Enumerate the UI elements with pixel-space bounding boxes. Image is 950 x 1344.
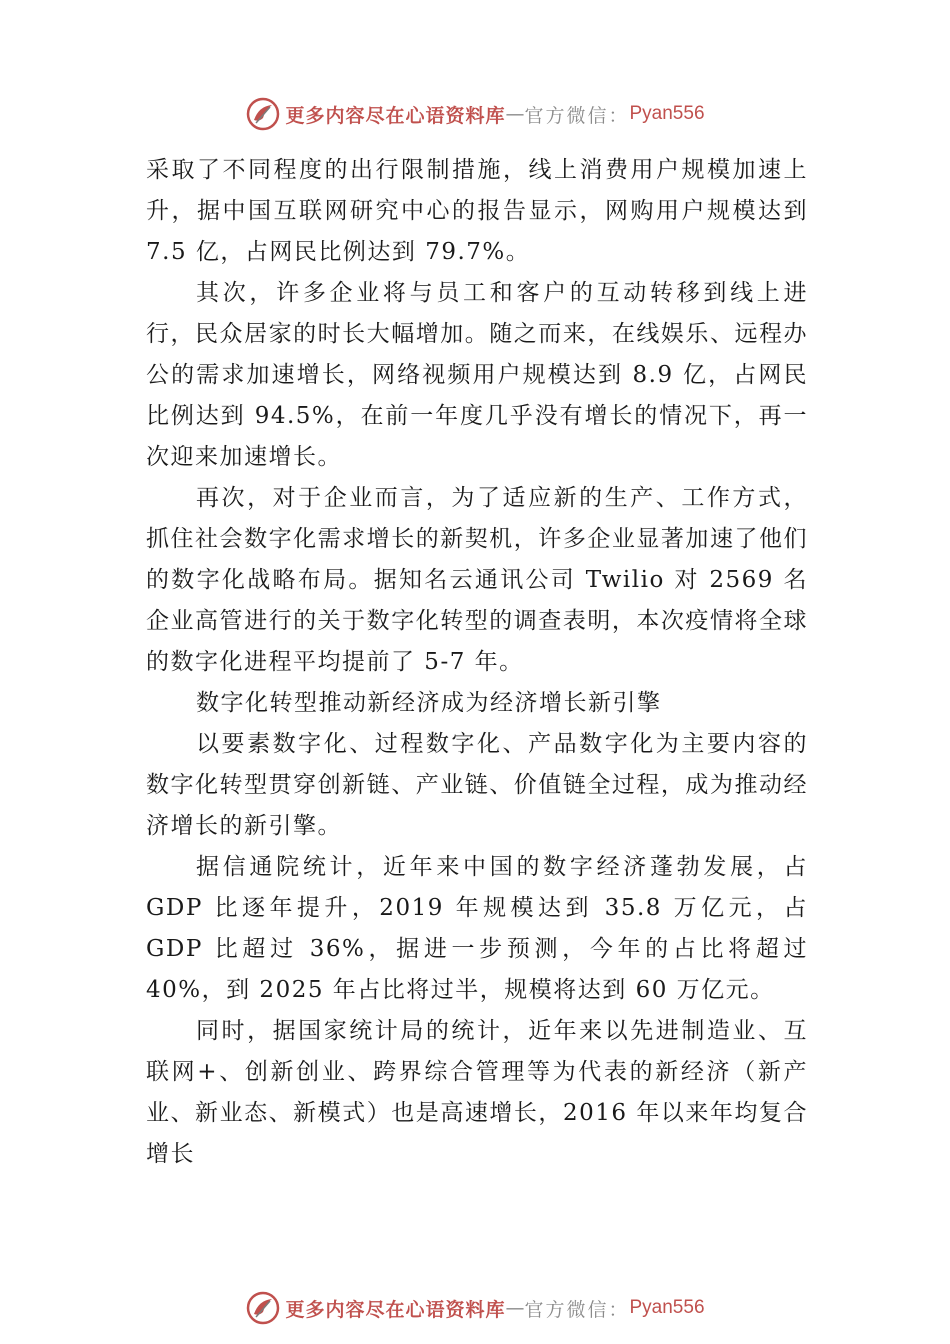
footer-banner [0,1288,950,1328]
brand-logo-icon [245,1290,281,1326]
footer-banner-separator: — [505,1297,525,1319]
paragraph-digital-transformation: 以要素数字化、过程数字化、产品数字化为主要内容的数字化转型贯穿创新链、产业链、价值链全过程，成为推动经济增长的新引擎。 [146,731,808,839]
header-banner [0,94,950,134]
brand-logo-icon [245,96,281,132]
paragraph-caict-stats: 据信通院统计，近年来中国的数字经济蓬勃发展，占 GDP 比逐年提升，2019 年规模达到 35.8 万亿元，占 GDP 比超过 36%，据进一步预测，今年的占比将超过 40%，到 2025 年占比将过半，规模将达到 60 万亿元。 [146,854,808,1003]
header-banner-id: Pyan556 [629,103,705,124]
section-heading: 数字化转型推动新经济成为经济增长新引擎 [196,690,662,716]
paragraph-thirdly: 再次，对于企业而言，为了适应新的生产、工作方式，抓住社会数字化需求增长的新契机，许多企业显著加速了他们的数字化战略布局。据知名云通讯公司 Twilio 对 2569 名企业高管进行的关于数字化转型的调查表明，本次疫情将全球的数字化进程平均提前了 5-7 年。 [146,485,808,675]
paragraph-nbs-stats: 同时，据国家统计局的统计，近年来以先进制造业、互联网+、创新创业、跨界综合管理等为代表的新经济（新产业、新业态、新模式）也是高速增长，2016 年以来年均复合增长 [146,1018,808,1167]
footer-banner-text: 更多内容尽在心语资料库 [285,1298,506,1321]
footer-banner-sub: 官方微信： [524,1298,630,1321]
document-body [146,150,808,1175]
header-banner-sub: 官方微信： [524,104,630,127]
header-banner-text: 更多内容尽在心语资料库 [285,104,506,127]
header-banner-separator: — [505,103,525,125]
paragraph-continued: 采取了不同程度的出行限制措施，线上消费用户规模加速上升，据中国互联网研究中心的报告显示，网购用户规模达到 7.5 亿，占网民比例达到 79.7%。 [146,157,808,265]
paragraph-secondly: 其次，许多企业将与员工和客户的互动转移到线上进行，民众居家的时长大幅增加。随之而来，在线娱乐、远程办公的需求加速增长，网络视频用户规模达到 8.9 亿，占网民比例达到 94.5%，在前一年度几乎没有增长的情况下，再一次迎来加速增长。 [146,280,808,470]
footer-banner-id: Pyan556 [629,1297,705,1318]
